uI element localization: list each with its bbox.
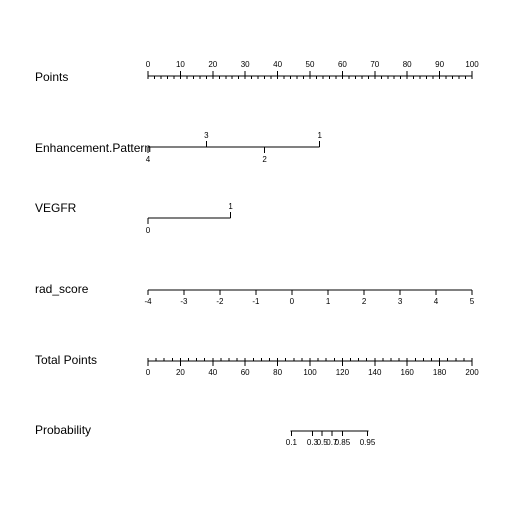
tick-label: -1 (252, 297, 260, 306)
tick-label: 40 (273, 60, 283, 69)
row-label: Points (35, 70, 69, 84)
tick-label: 0.3 (306, 438, 318, 447)
tick-label: 50 (305, 60, 315, 69)
tick-label: 3 (397, 297, 403, 306)
tick-label: 120 (335, 368, 350, 377)
tick-label: 200 (465, 368, 479, 377)
tick-label: 20 (175, 368, 185, 377)
row-label: VEGFR (35, 201, 77, 215)
tick-label: 0.5 (316, 438, 328, 447)
tick-label: -2 (216, 297, 224, 306)
tick-label: 70 (370, 60, 380, 69)
tick-label: 100 (303, 368, 317, 377)
tick-label: -3 (180, 297, 188, 306)
category-level-label: 0 (145, 226, 151, 235)
row-label: Probability (35, 423, 92, 437)
category-level-label: 2 (262, 155, 267, 164)
category-level-label: 4 (145, 155, 151, 164)
tick-label: 0.85 (334, 438, 351, 447)
tick-label: 1 (325, 297, 331, 306)
tick-label: 90 (435, 60, 445, 69)
tick-label: 80 (273, 368, 283, 377)
tick-label: 180 (432, 368, 447, 377)
tick-label: 0.95 (359, 438, 376, 447)
tick-label: 0.7 (326, 438, 338, 447)
tick-label: 80 (402, 60, 412, 69)
row-label: rad_score (35, 282, 89, 296)
tick-label: 2 (361, 297, 367, 306)
tick-label: 100 (465, 60, 479, 69)
tick-label: 140 (368, 368, 382, 377)
tick-label: 60 (337, 60, 347, 69)
tick-label: 20 (208, 60, 218, 69)
category-level-label: 3 (204, 131, 209, 140)
row-label: Enhancement.Pattern (35, 141, 152, 155)
tick-label: 0 (289, 297, 295, 306)
tick-label: 60 (240, 368, 250, 377)
tick-label: 10 (175, 60, 185, 69)
tick-label: 40 (208, 368, 218, 377)
tick-label: 0.1 (285, 438, 297, 447)
category-level-label: 1 (317, 131, 322, 140)
tick-label: 0 (145, 368, 151, 377)
tick-label: 0 (145, 60, 151, 69)
row-label: Total Points (35, 353, 98, 367)
category-level-label: 1 (228, 202, 233, 211)
tick-label: 5 (469, 297, 475, 306)
tick-label: 4 (433, 297, 439, 306)
tick-label: -4 (144, 297, 152, 306)
tick-label: 30 (240, 60, 250, 69)
tick-label: 160 (400, 368, 414, 377)
